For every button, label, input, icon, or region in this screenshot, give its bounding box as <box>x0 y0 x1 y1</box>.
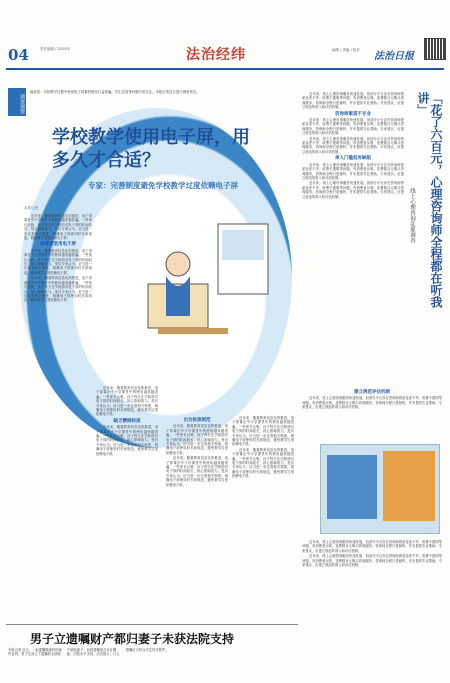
bottom-body: 近日，一起遗嘱继承纠纷案件宣判。男子生前立下遗嘱将全部财产留给妻子，但因遗嘱形式存在瑕疵，法院未予支持。法官提示，订立遗嘱应当符合法定形式要件。 <box>8 648 169 657</box>
feature-body-2: 近年来，随着教育信息化的推进，电子屏幕在中小学课堂中的使用越来越普遍。一些家长反映，孩子每天在学校面对电子屏的时间较长，担心影响视力。受访专家认为，应当进一步完善相关制度，明确电子屏使用时长和规范，避免教学过度依赖电子屏。 <box>24 248 92 275</box>
masthead <box>6 44 444 68</box>
page-meta: 责任编辑 / 2025年 <box>40 47 70 51</box>
feature-body-4: 近年来，随着教育信息化的推进，电子屏幕在中小学课堂中的使用越来越普遍。一些家长反映，孩子每天在学校面对电子屏的时间较长，担心影响视力。受访专家认为，应当进一步完善相关制度，明确电子屏使用时长和规范，避免教学过度依赖电子屏。 <box>96 386 158 417</box>
right-illustration <box>320 444 440 534</box>
right-column-lower <box>302 388 442 448</box>
page-number: 04 <box>8 46 29 64</box>
right-column-bottom <box>302 540 442 626</box>
feature-subhead: 专家：完善制度避免学校教学过度依赖电子屏 <box>88 181 238 190</box>
section-head-3: 出台标准规范 <box>183 418 211 423</box>
paper-name: 法治日报 <box>374 51 414 62</box>
right-article <box>302 88 444 628</box>
bottom-article-body <box>8 648 298 680</box>
feature-body-1: 近年来，随着教育信息化的推进，电子屏幕在中小学课堂中的使用越来越普遍。一些家长反映，孩子每天在学校面对电子屏的时间较长，担心影响视力。受访专家认为，应当进一步完善相关制度，明确电子屏使用时长和规范，避免教学过度依赖电子屏。 <box>24 214 92 241</box>
right-body-8: 近年来，线上心理咨询服务快速发展，但部分平台存在咨询师资质参差不齐、收费不透明等问题。有消费者反映，花费数百元购买咨询服务，咨询师全程只是倾听，并未提供专业帮助。专家建议，应建立规范的准入和评估机制。 <box>302 554 442 568</box>
right-body-4: 近年来，线上心理咨询服务快速发展，但部分平台存在咨询师资质参差不齐、收费不透明等问题。有消费者反映，花费数百元购买咨询服务，咨询师全程只是倾听，并未提供专业帮助。专家建议，应建立规范的准入和评估机制。 <box>302 162 404 180</box>
bottom-headline: 男子立遗嘱财产都归妻子未获法院支持 <box>30 632 235 646</box>
feature-body-7: 近年来，随着教育信息化的推进，电子屏幕在中小学课堂中的使用越来越普遍。一些家长反映，孩子每天在学校面对电子屏的时间较长，担心影响视力。受访专家认为，应当进一步完善相关制度，明确电子屏使用时长和规范，避免教学过度依赖电子屏。 <box>166 456 228 487</box>
right-section-head-1: 咨询师素质不专业 <box>335 111 371 117</box>
right-body-3: 近年来，线上心理咨询服务快速发展，但部分平台存在咨询师资质参差不齐、收费不透明等问题。有消费者反映，花费数百元购买咨询服务，咨询师全程只是倾听，并未提供专业帮助。专家建议，应建立规范的准入和评估机制。 <box>302 136 404 154</box>
section-title: 法治经纬 <box>186 47 246 63</box>
right-section-head-2: 单人门槛低有缺陷 <box>335 156 371 162</box>
top-rule <box>6 68 444 70</box>
bottom-byline: 本报记者 <box>8 648 22 652</box>
phone-screen-icon <box>383 451 435 521</box>
right-headline: 「花了六百元，心理咨询师全程都在听我讲」 <box>416 92 443 308</box>
right-body-2: 近年来，线上心理咨询服务快速发展，但部分平台存在咨询师资质参差不齐、收费不透明等问题。有消费者反映，花费数百元购买咨询服务，咨询师全程只是倾听，并未提供专业帮助。专家建议，应建立规范的准入和评估机制。 <box>302 118 404 136</box>
feature-column-2 <box>96 386 158 616</box>
feature-body-3: 近年来，随着教育信息化的推进，电子屏幕在中小学课堂中的使用越来越普遍。一些家长反映，孩子每天在学校面对电子屏的时间较长，担心影响视力。受访专家认为，应当进一步完善相关制度，明确电子屏使用时长和规范，避免教学过度依赖电子屏。 <box>24 276 92 303</box>
qr-code-icon <box>424 38 446 60</box>
feature-body-5: 近年来，随着教育信息化的推进，电子屏幕在中小学课堂中的使用越来越普遍。一些家长反映，孩子每天在学校面对电子屏的时间较长，担心影响视力。受访专家认为，应当进一步完善相关制度，明确电子屏使用时长和规范，避免教学过度依赖电子屏。 <box>96 425 158 456</box>
feature-body-6: 近年来，随着教育信息化的推进，电子屏幕在中小学课堂中的使用越来越普遍。一些家长反映，孩子每天在学校面对电子屏的时间较长，担心影响视力。受访专家认为，应当进一步完善相关制度，明确电子屏使用时长和规范，避免教学过度依赖电子屏。 <box>166 424 228 455</box>
feature-byline: 本报记者 <box>24 206 38 210</box>
bottom-rule <box>6 624 298 625</box>
right-body-1: 近年来，线上心理咨询服务快速发展，但部分平台存在咨询师资质参差不齐、收费不透明等问题。有消费者反映，花费数百元购买咨询服务，咨询师全程只是倾听，并未提供专业帮助。专家建议，应建立规范的准入和评估机制。 <box>302 92 404 110</box>
feature-column-3 <box>166 416 228 616</box>
right-body-5: 近年来，线上心理咨询服务快速发展，但部分平台存在咨询师资质参差不齐、收费不透明等问题。有消费者反映，花费数百元购买咨询服务，咨询师全程只是倾听，并未提供专业帮助。专家建议，应建立规范的准入和评估机制。 <box>302 181 404 199</box>
feature-column-1 <box>24 214 92 604</box>
column-tag: 调查观察 <box>8 88 26 116</box>
feature-body-9: 近年来，随着教育信息化的推进，电子屏幕在中小学课堂中的使用越来越普遍。一些家长反映，孩子每天在学校面对电子屏的时间较长，担心影响视力。受访专家认为，应当进一步完善相关制度，明确电子屏使用时长和规范，避免教学过度依赖电子屏。 <box>232 447 294 479</box>
student-screen-illustration <box>138 204 278 384</box>
right-body-7: 近年来，线上心理咨询服务快速发展，但部分平台存在咨询师资质参差不齐、收费不透明等问题。有消费者反映，花费数百元购买咨询服务，咨询师全程只是倾听，并未提供专业帮助。专家建议，应建立规范的准入和评估机制。 <box>302 540 442 553</box>
feature-body-8: 近年来，随着教育信息化的推进，电子屏幕在中小学课堂中的使用越来越普遍。一些家长反映，孩子每天在学校面对电子屏的时间较长，担心影响视力。受访专家认为，应当进一步完善相关制度，明确电子屏使用时长和规范，避免教学过度依赖电子屏。 <box>232 416 294 447</box>
section-head-1: 屏幕课堂用电子屏 <box>40 242 76 248</box>
right-subhead: 线上心理咨询乱象调查 <box>409 188 415 243</box>
editor-note: 编者按：学校教学过程中使用电子屏幕的情况日益普遍，学生近视等问题引发关注。本报记者近日进行调查采访。 <box>30 90 200 94</box>
feature-column-4 <box>232 416 294 616</box>
feature-article <box>8 86 298 626</box>
editor-info: 编辑 / 美编 / 校对 <box>332 48 360 52</box>
feature-headline: 学校教学使用电子屏，用多久才合适？ <box>52 127 250 171</box>
phone-screen-icon <box>327 455 377 519</box>
right-body-6: 近年来，线上心理咨询服务快速发展，但部分平台存在咨询师资质参差不齐、收费不透明等问题。有消费者反映，花费数百元购买咨询服务，咨询师全程只是倾听，并未提供专业帮助。专家建议，应建立规范的准入和评估机制。 <box>302 396 442 410</box>
section-head-2: 缺乏精细标准 <box>113 418 141 424</box>
right-section-head-3: 建立规范评估机制 <box>354 390 390 395</box>
